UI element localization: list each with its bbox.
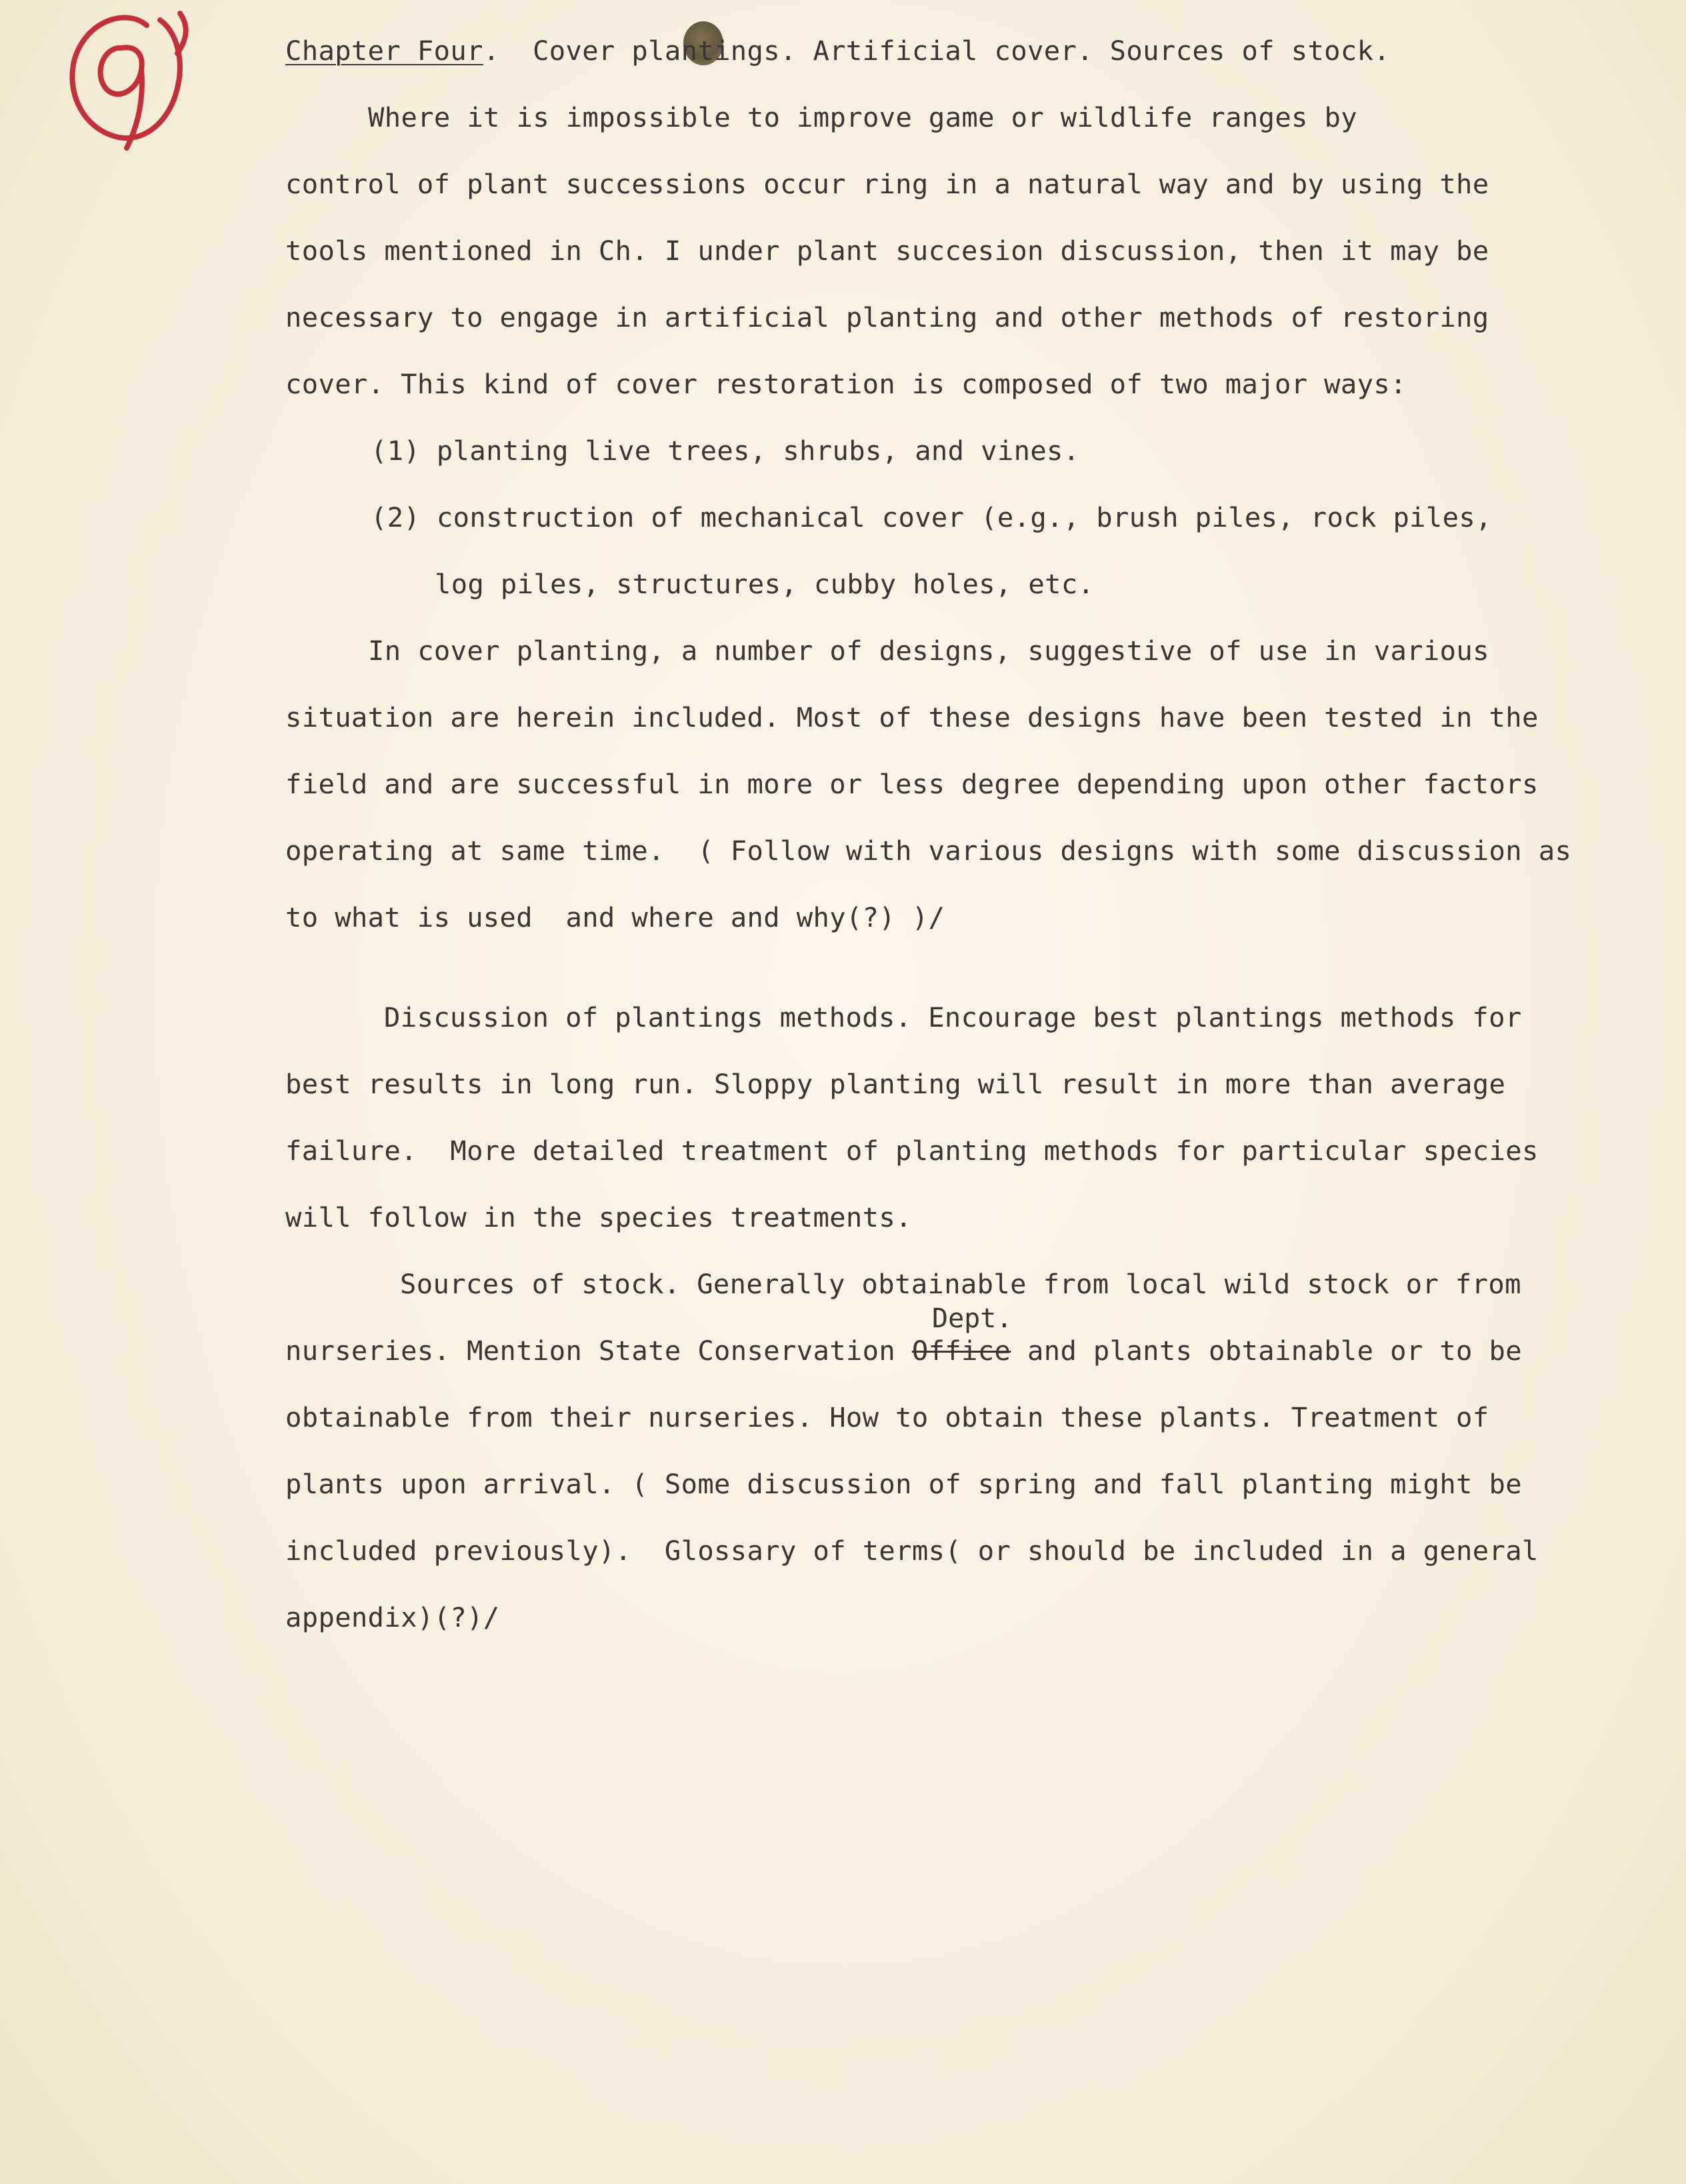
paragraph-line: control of plant successions occur ring in a natural way and by using the [285,168,1489,200]
paragraph-line: obtainable from their nurseries. How to obtain these plants. Treatment of [285,1401,1489,1433]
paragraph-line: Discussion of plantings methods. Encourage best plantings methods for [384,1001,1522,1033]
paragraph-line: necessary to engage in artificial planting and other methods of restoring [285,301,1489,333]
paragraph-line: will follow in the species treatments. [285,1201,912,1233]
paragraph-line: to what is used and where and why(?) )/ [285,901,945,933]
paragraph-line: included previously). Glossary of terms( or should be included in a general [285,1535,1539,1567]
list-item: (1) planting live trees, shrubs, and vines. [371,435,1080,467]
paragraph-line: field and are successful in more or less degree depending upon other factors [285,768,1539,800]
typed-insertion: Dept. [932,1303,1013,1334]
paragraph-line: Sources of stock. Generally obtainable from local wild stock or from [400,1268,1521,1300]
paragraph-line: appendix)(?)/ [285,1601,500,1633]
paragraph-line: situation are herein included. Most of these designs have been tested in the [285,701,1539,733]
handwritten-page-number [47,0,200,160]
paragraph-line: In cover planting, a number of designs, suggestive of use in various [368,635,1489,667]
paragraph-line [285,1337,1522,1365]
paragraph-line: Where it is impossible to improve game or wildlife ranges by [368,101,1357,133]
paragraph-line: tools mentioned in Ch. I under plant succesion discussion, then it may be [285,235,1489,267]
paragraph-line: best results in long run. Sloppy planting will result in more than average [285,1068,1506,1100]
paragraph-line: operating at same time. ( Follow with various designs with some discussion as [285,835,1572,867]
paragraph-line: cover. This kind of cover restoration is composed of two major ways: [285,368,1407,400]
line-text: nurseries. Mention State Conservation [285,1335,912,1367]
line-text: and plants obtainable or to be [1011,1335,1522,1367]
paragraph-line: failure. More detailed treatment of planting methods for particular species [285,1135,1539,1167]
chapter-heading [285,37,1390,65]
struck-word: Office [911,1335,1011,1367]
heading-punct: . [483,35,500,67]
chapter-title: Chapter Four [285,35,483,67]
list-item: (2) construction of mechanical cover (e.g., brush piles, rock piles, [371,501,1492,533]
list-item: log piles, structures, cubby holes, etc. [435,568,1095,600]
heading-rest: Cover plantings. Artificial cover. Sources of stock. [533,35,1391,67]
paragraph-line: plants upon arrival. ( Some discussion of spring and fall planting might be [285,1468,1522,1500]
